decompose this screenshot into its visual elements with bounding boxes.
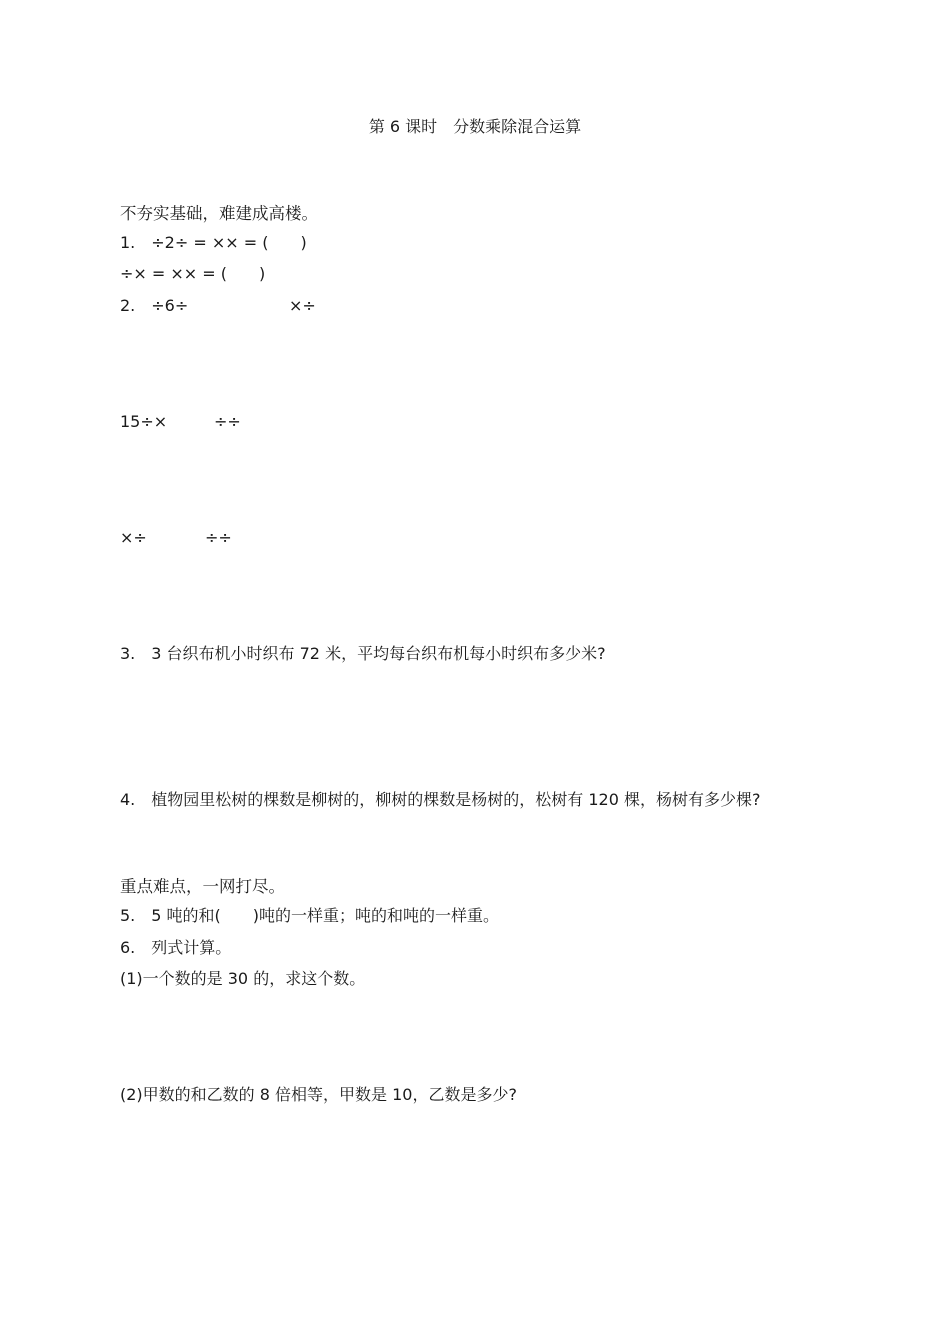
- page-title: 第 6 课时 分数乘除混合运算: [368, 117, 582, 136]
- question-4: 4. 植物园里松树的棵数是柳树的，柳树的棵数是杨树的，松树有 120 棵，杨树有多少棵?: [120, 790, 761, 809]
- question-3: 3. 3 台织布机小时织布 72 米，平均每台织布机每小时织布多少米?: [120, 644, 606, 663]
- question-6-part-1: (1)一个数的是 30 的，求这个数。: [120, 969, 366, 988]
- question-2-item-4: ÷÷: [214, 412, 241, 431]
- section-heading-key-points: 重点难点，一网打尽。: [120, 877, 285, 896]
- question-1-line-2: ÷× = ×× = ( ): [120, 264, 266, 283]
- question-5: 5. 5 吨的和( )吨的一样重；吨的和吨的一样重。: [120, 906, 500, 925]
- question-1-line-1: 1. ÷2÷ = ×× = ( ): [120, 233, 307, 252]
- question-2-item-3: 15÷×: [120, 412, 168, 431]
- question-2-item-1: 2. ÷6÷: [120, 296, 189, 315]
- question-6-part-2: (2)甲数的和乙数的 8 倍相等，甲数是 10，乙数是多少?: [120, 1085, 517, 1104]
- section-heading-basics: 不夯实基础，难建成高楼。: [120, 204, 318, 223]
- question-6-heading: 6. 列式计算。: [120, 938, 232, 957]
- question-2-item-6: ÷÷: [205, 528, 232, 547]
- question-2-item-2: ×÷: [289, 296, 316, 315]
- question-2-item-5: ×÷: [120, 528, 147, 547]
